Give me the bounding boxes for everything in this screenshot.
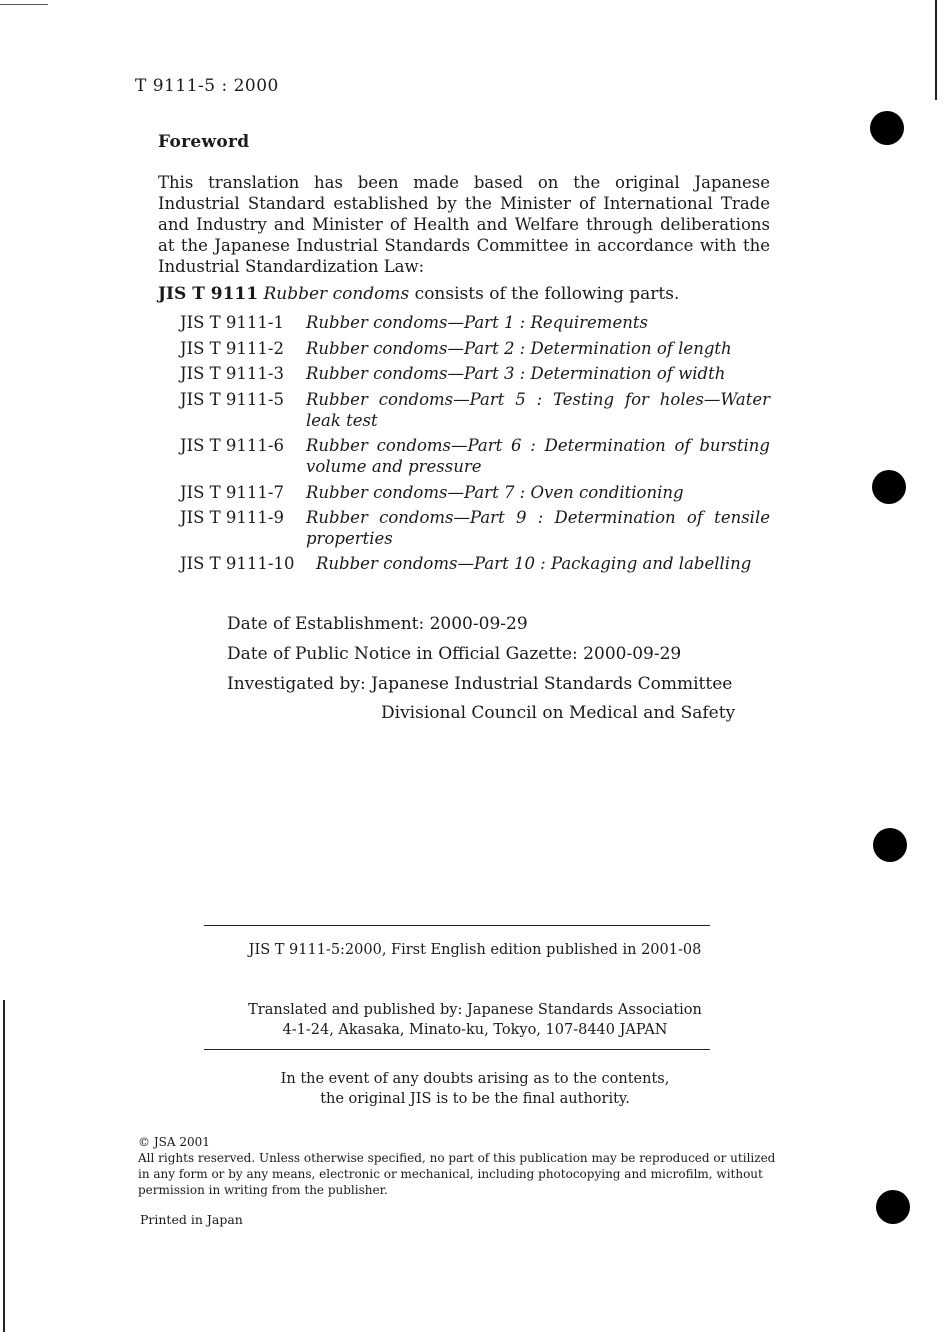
scan-edge-left bbox=[3, 1000, 5, 1332]
punch-hole bbox=[876, 1190, 910, 1224]
parts-intro-title: Rubber condoms bbox=[263, 284, 410, 304]
part-title: Rubber condoms—Part 7 : Oven conditioning bbox=[306, 483, 684, 502]
authority-line-1: In the event of any doubts arising as to the contents, bbox=[280, 1071, 670, 1087]
part-code: JIS T 9111-6 bbox=[180, 436, 284, 455]
date-of-public-notice: Date of Public Notice in Official Gazette: 2000-09-29 bbox=[227, 644, 682, 664]
publisher-name: Translated and published by: Japanese Standards Association bbox=[248, 1002, 702, 1018]
part-code: JIS T 9111-2 bbox=[180, 339, 284, 358]
part-title: Rubber condoms—Part 10 : Packaging and labelling bbox=[316, 554, 752, 573]
foreword-intro: This translation has been made based on the original Japanese Industrial Standard established by the Minister of International Trade and Industry and Minister of Health and Welfare through deliberations at the Japanese Industrial Standards Committee in accordance with the Industrial Standardization Law: bbox=[158, 173, 770, 276]
divider-rule bbox=[204, 1049, 710, 1050]
publisher-address: 4-1-24, Akasaka, Minato-ku, Tokyo, 107-8440 JAPAN bbox=[282, 1022, 668, 1038]
part-code: JIS T 9111-10 bbox=[180, 554, 295, 573]
edition-note: JIS T 9111-5:2000, First English edition published in 2001-08 bbox=[248, 942, 702, 958]
punch-hole bbox=[872, 470, 906, 504]
divider-rule bbox=[204, 925, 710, 926]
rights-statement: All rights reserved. Unless otherwise specified, no part of this publication may be reproduced or utilized in any form or by any means, electronic or mechanical, including photocopying and microfilm, without permission in writing from the publisher. bbox=[138, 1151, 776, 1197]
parts-intro-code: JIS T 9111 bbox=[158, 284, 259, 304]
parts-intro-suffix: consists of the following parts. bbox=[414, 284, 680, 304]
parts-intro bbox=[158, 284, 679, 304]
scan-edge-right bbox=[935, 0, 937, 100]
investigated-by: Investigated by: Japanese Industrial Standards Committee bbox=[227, 674, 733, 694]
part-title: Rubber condoms—Part 1 : Requirements bbox=[306, 313, 648, 332]
part-title: Rubber condoms—Part 5 : Testing for holes—Water leak test bbox=[306, 390, 770, 430]
part-code: JIS T 9111-1 bbox=[180, 313, 284, 332]
part-code: JIS T 9111-3 bbox=[180, 364, 284, 383]
scan-edge-top bbox=[0, 4, 48, 5]
page-id: T 9111-5 : 2000 bbox=[135, 76, 279, 96]
authority-line-2: the original JIS is to be the final authority. bbox=[320, 1091, 630, 1107]
part-code: JIS T 9111-5 bbox=[180, 390, 284, 409]
part-title: Rubber condoms—Part 6 : Determination of bursting volume and pressure bbox=[306, 436, 770, 476]
legal-notice bbox=[138, 1134, 778, 1198]
date-of-establishment: Date of Establishment: 2000-09-29 bbox=[227, 614, 528, 634]
publisher-block bbox=[150, 1000, 800, 1040]
foreword-title: Foreword bbox=[158, 132, 250, 152]
part-title: Rubber condoms—Part 2 : Determination of length bbox=[306, 339, 732, 358]
part-code: JIS T 9111-9 bbox=[180, 508, 284, 527]
part-title: Rubber condoms—Part 9 : Determination of tensile properties bbox=[306, 508, 770, 548]
printed-in: Printed in Japan bbox=[140, 1212, 243, 1227]
investigating-council: Divisional Council on Medical and Safety bbox=[381, 703, 736, 723]
part-code: JIS T 9111-7 bbox=[180, 483, 284, 502]
copyright: © JSA 2001 bbox=[138, 1135, 210, 1149]
punch-hole bbox=[873, 828, 907, 862]
punch-hole bbox=[870, 111, 904, 145]
part-title: Rubber condoms—Part 3 : Determination of width bbox=[306, 364, 726, 383]
authority-note bbox=[150, 1069, 800, 1109]
